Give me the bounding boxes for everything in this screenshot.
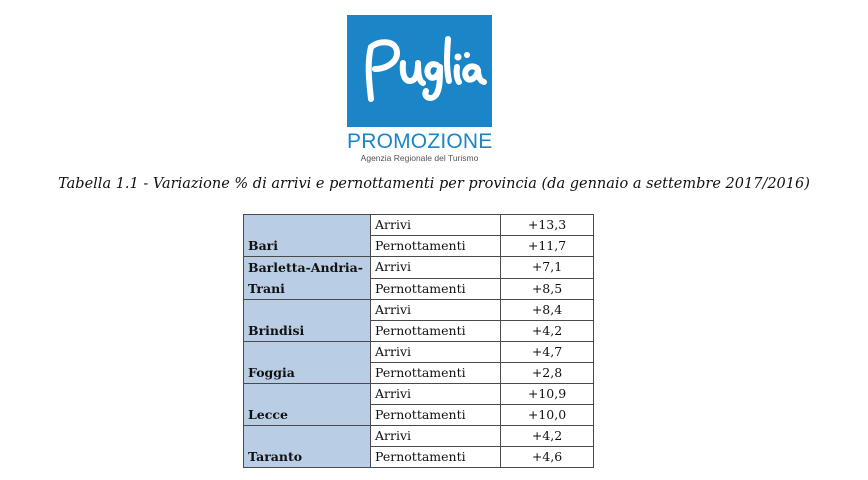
metric-value: +4,7 — [501, 342, 594, 363]
province-cell — [244, 300, 371, 342]
table-row — [244, 300, 594, 321]
metric-value: +2,8 — [501, 363, 594, 384]
metric-value: +4,6 — [501, 447, 594, 468]
province-name: Bari — [248, 238, 278, 253]
province-cell — [244, 257, 371, 300]
province-cell — [244, 342, 371, 384]
metric-label: Pernottamenti — [371, 405, 501, 426]
table-row — [244, 257, 594, 279]
province-name: Brindisi — [248, 323, 305, 338]
metric-label: Pernottamenti — [371, 236, 501, 257]
province-cell — [244, 426, 371, 468]
metric-value: +13,3 — [501, 215, 594, 236]
logo-name: PROMOZIONE — [347, 130, 493, 153]
table-row — [244, 384, 594, 405]
metric-label: Pernottamenti — [371, 321, 501, 342]
province-name: Taranto — [248, 449, 303, 464]
province-cell — [244, 215, 371, 257]
table-caption: Tabella 1.1 - Variazione % di arrivi e pernottamenti per provincia (da gennaio a settembre 2017/2016) — [58, 176, 810, 192]
metric-label: Pernottamenti — [371, 447, 501, 468]
province-name: Lecce — [248, 407, 288, 422]
metric-value: +4,2 — [501, 426, 594, 447]
metric-value: +10,9 — [501, 384, 594, 405]
metric-value: +10,0 — [501, 405, 594, 426]
metric-label: Arrivi — [371, 215, 501, 236]
province-name: Foggia — [248, 365, 295, 380]
logo-square — [347, 15, 492, 127]
province-name: Barletta-Andria-Trani — [248, 260, 363, 296]
puglia-promozione-logo — [347, 15, 492, 165]
puglia-script-logo — [347, 15, 492, 127]
metric-value: +8,4 — [501, 300, 594, 321]
province-variation-table — [243, 214, 594, 468]
metric-value: +11,7 — [501, 236, 594, 257]
metric-label: Arrivi — [371, 426, 501, 447]
metric-label: Arrivi — [371, 342, 501, 363]
metric-label: Pernottamenti — [371, 363, 501, 384]
metric-label: Arrivi — [371, 300, 501, 321]
metric-value: +8,5 — [501, 278, 594, 300]
metric-label: Arrivi — [371, 384, 501, 405]
metric-value: +4,2 — [501, 321, 594, 342]
metric-label: Pernottamenti — [371, 278, 501, 300]
province-cell — [244, 384, 371, 426]
table-row — [244, 426, 594, 447]
metric-value: +7,1 — [501, 257, 594, 279]
logo-subtitle: Agenzia Regionale del Turismo — [360, 153, 479, 163]
table-row — [244, 215, 594, 236]
metric-label: Arrivi — [371, 257, 501, 279]
table-row — [244, 342, 594, 363]
